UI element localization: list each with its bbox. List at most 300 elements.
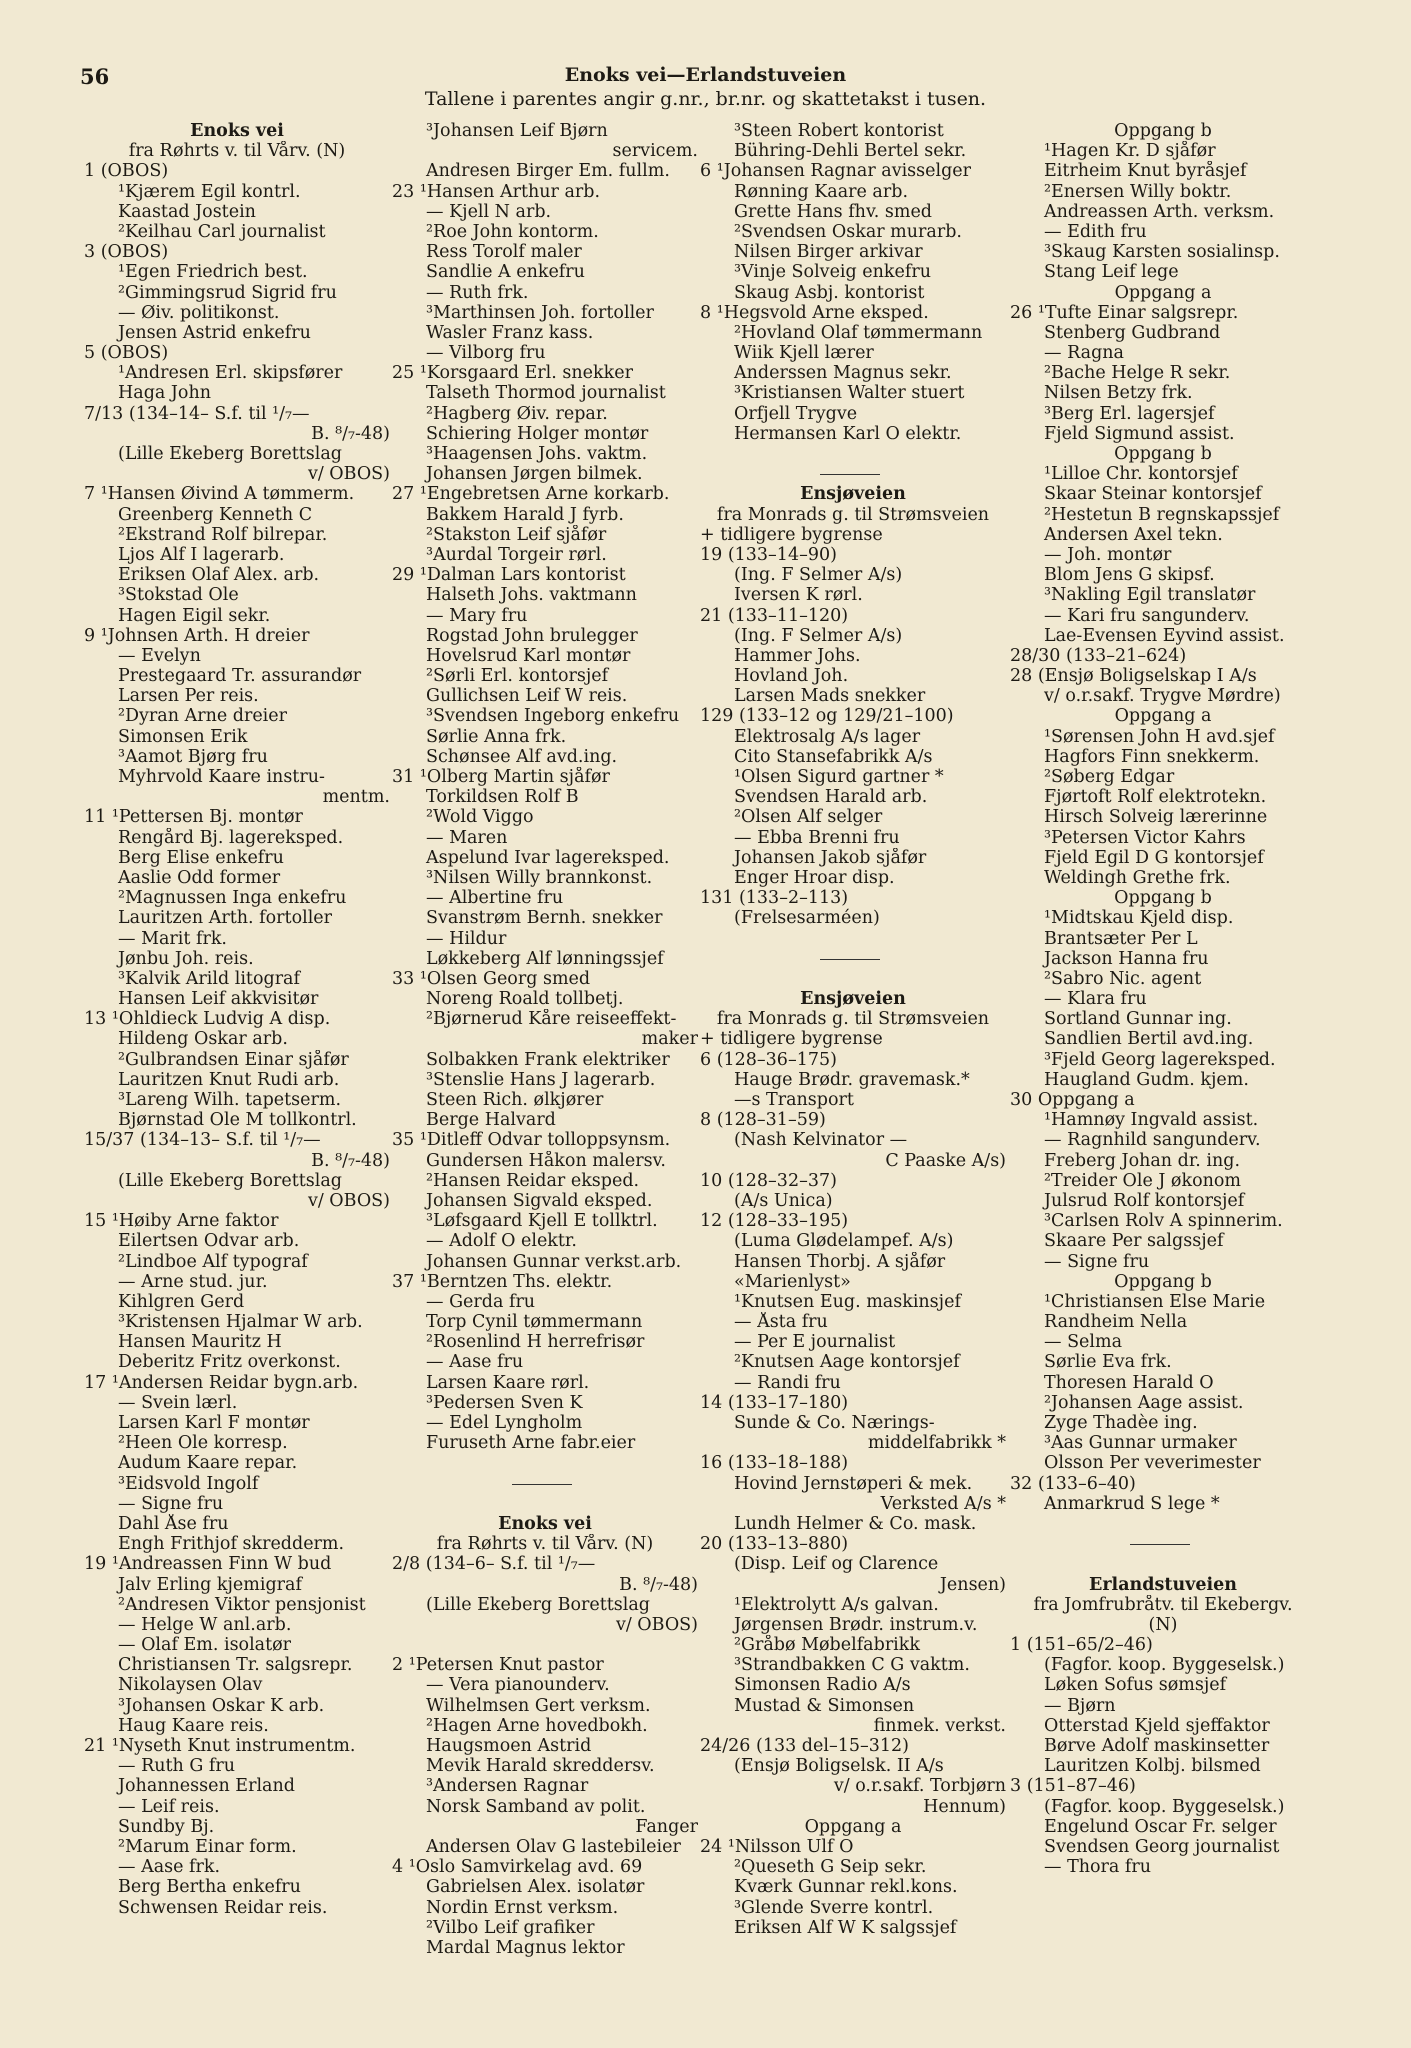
directory-entry: fra Røhrts v. til Vårv. (N) xyxy=(436,1534,654,1555)
directory-entry: 4 ¹Oslo Samvirkelag avd. 69 xyxy=(392,1857,643,1878)
directory-entry: 19 ¹Andreassen Finn W bud xyxy=(84,1554,332,1575)
directory-entry: ³Stenslie Hans J lagerarb. xyxy=(426,1069,656,1090)
directory-entry: Zyge Thadèe ing. xyxy=(1044,1413,1198,1433)
section-title: Enoks vei xyxy=(190,121,284,141)
directory-entry: Schwensen Reidar reis. xyxy=(118,1897,328,1918)
directory-entry: — Leif reis. xyxy=(118,1796,220,1817)
directory-entry: Løkkeberg Alf lønningssjef xyxy=(426,948,664,969)
directory-entry: Norsk Samband av polit. xyxy=(426,1796,646,1817)
directory-entry: — Albertine fru xyxy=(426,888,564,909)
directory-entry: ³Svendsen Ingeborg enkefru xyxy=(426,706,680,727)
directory-entry: Torp Cynil tømmermann xyxy=(426,1312,643,1333)
directory-entry: Wasler Franz kass. xyxy=(426,322,594,343)
directory-entry: Eriksen Olaf Alex. arb. xyxy=(118,565,320,586)
directory-entry: Enger Hroar disp. xyxy=(734,867,895,888)
directory-entry: 28 (Ensjø Boligselskap I A/s xyxy=(1010,666,1257,687)
directory-entry: Julsrud Rolf kontorsjef xyxy=(1044,1190,1245,1211)
directory-entry: 131 (133–2–113) xyxy=(700,888,849,909)
directory-entry: Sundby Bj. xyxy=(118,1816,215,1837)
spacer xyxy=(1010,1514,1316,1534)
directory-entry: — Ruth frk. xyxy=(426,282,529,303)
directory-entry: 26 ¹Tufte Einar salgsrepr. xyxy=(1010,302,1239,323)
directory-entry: Nikolaysen Olav xyxy=(118,1675,263,1696)
directory-entry: (Fagfor. koop. Byggeselsk.) xyxy=(1044,1796,1285,1817)
directory-entry: — Aase fru xyxy=(426,1352,524,1373)
section-title: Ensjøveien xyxy=(800,989,906,1010)
directory-entry: ²Magnussen Inga enkefru xyxy=(118,888,347,909)
directory-entry: Talseth Thormod journalist xyxy=(426,383,666,404)
directory-entry: Johannessen Erland xyxy=(118,1776,295,1797)
directory-entry: — Thora fru xyxy=(1044,1857,1152,1878)
directory-entry: 1 (151–65/2–46) xyxy=(1010,1635,1153,1656)
directory-entry: ³Johansen Oskar K arb. xyxy=(118,1695,325,1716)
directory-entry: Anmarkrud S lege * xyxy=(1044,1493,1220,1514)
directory-entry: 37 ¹Berntzen Ths. elektr. xyxy=(392,1271,613,1292)
directory-entry: ³Aurdal Torgeir rørl. xyxy=(426,544,607,565)
directory-entry: Hauge Brødr. gravemask.* xyxy=(734,1069,970,1090)
directory-entry: Weldingh Grethe frk. xyxy=(1044,867,1231,888)
directory-entry: Kværk Gunnar rekl.kons. xyxy=(734,1877,958,1898)
directory-entry: 5 (OBOS) xyxy=(84,343,169,364)
directory-entry: 3 (OBOS) xyxy=(84,242,169,263)
directory-entry: Sandlie A enkefru xyxy=(426,262,585,283)
directory-entry: Bjørnstad Ole M tollkontrl. xyxy=(118,1110,357,1131)
directory-entry: v/ OBOS) xyxy=(615,1614,698,1635)
directory-entry: Haugsmoen Astrid xyxy=(426,1736,592,1756)
directory-entry: Dahl Åse fru xyxy=(118,1513,229,1534)
spacer xyxy=(392,1453,698,1473)
directory-entry: Hagfors Finn snekkerm. xyxy=(1044,746,1260,767)
directory-entry: Larsen Mads snekker xyxy=(734,686,926,707)
directory-entry: Oppgang a xyxy=(1114,282,1212,303)
directory-entry: v/ OBOS) xyxy=(307,1190,390,1211)
directory-entry: 13 ¹Ohldieck Ludvig A disp. xyxy=(84,1009,331,1030)
directory-entry: ³Nilsen Willy brannkonst. xyxy=(426,867,653,888)
directory-entry: Oppgang a xyxy=(804,1816,902,1837)
directory-entry: 9 ¹Johnsen Arth. H dreier xyxy=(84,625,310,646)
directory-entry: 8 ¹Hegsvold Arne eksped. xyxy=(700,302,929,323)
directory-entry: — Aase frk. xyxy=(118,1857,221,1878)
directory-entry: fra Monrads g. til Strømsveien xyxy=(716,1009,990,1030)
directory-entry: Hansen Thorbj. A sjåfør xyxy=(734,1251,946,1272)
directory-entry: 3 (151–87–46) xyxy=(1010,1776,1136,1797)
section-divider xyxy=(392,1474,698,1494)
directory-entry: + tidligere bygrense xyxy=(700,524,883,545)
directory-entry: (Frelsesarméen) xyxy=(734,908,880,929)
directory-entry: ²Gimmingsrud Sigrid fru xyxy=(118,282,337,303)
directory-entry: Stang Leif lege xyxy=(1044,262,1179,283)
directory-entry: 2 ¹Petersen Knut pastor xyxy=(392,1655,604,1676)
directory-entry: Mustad & Simonsen xyxy=(734,1695,915,1716)
directory-entry: v/ OBOS) xyxy=(307,464,390,485)
directory-entry: — Klara fru xyxy=(1044,989,1147,1010)
directory-entry: — Åsta fru xyxy=(734,1312,828,1333)
directory-entry: Eilertsen Odvar arb. xyxy=(118,1231,300,1252)
directory-entry: Jensen) xyxy=(939,1574,1006,1595)
directory-entry: 28/30 (133–21–624) xyxy=(1010,645,1187,666)
directory-entry: ¹Hamnøy Ingvald assist. xyxy=(1044,1110,1259,1131)
directory-entry: ¹Olsen Sigurd gartner * xyxy=(734,767,944,787)
directory-entry: Nilsen Birger arkivar xyxy=(734,242,923,263)
directory-entry: Sunde & Co. Nærings- xyxy=(734,1413,935,1433)
directory-entry: Johansen Jakob sjåfør xyxy=(734,847,927,868)
directory-entry: ²Marum Einar form. xyxy=(118,1836,297,1857)
directory-entry: Freberg Johan dr. ing. xyxy=(1044,1150,1241,1171)
directory-entry: 2/8 (134–6– S.f. til ¹/₇— xyxy=(392,1554,596,1575)
directory-entry: v/ o.r.sakf. Torbjørn xyxy=(833,1776,1006,1797)
directory-entry: Jalv Erling kjemigraf xyxy=(118,1574,302,1595)
directory-entry: 17 ¹Andersen Reidar bygn.arb. xyxy=(84,1372,359,1393)
directory-entry: Kihlgren Gerd xyxy=(118,1291,245,1312)
directory-entry: ³Petersen Victor Kahrs xyxy=(1044,827,1246,848)
directory-entry: — Adolf O elektr. xyxy=(426,1231,577,1252)
directory-entry: Andreassen Arth. verksm. xyxy=(1044,201,1275,222)
directory-entry: 21 ¹Nyseth Knut instrumentm. xyxy=(84,1736,356,1756)
directory-entry: Hovind Jernstøperi & mek. xyxy=(734,1473,973,1494)
directory-entry: 12 (128–33–195) xyxy=(700,1211,849,1232)
directory-entry: Lauritzen Kolbj. bilsmed xyxy=(1044,1756,1261,1777)
directory-entry: Halseth Johs. vaktmann xyxy=(426,585,637,606)
directory-entry: ¹Knutsen Eug. maskinsjef xyxy=(734,1291,961,1312)
directory-entry: ²Lindboe Alf typograf xyxy=(118,1251,308,1272)
directory-entry: + tidligere bygrense xyxy=(700,1029,883,1050)
directory-entry: ³Fjeld Georg lagereksped. xyxy=(1044,1049,1276,1070)
directory-entry: — Mary fru xyxy=(426,605,528,626)
directory-entry: — Ruth G fru xyxy=(118,1756,236,1777)
directory-entry: ²Andresen Viktor pensjonist xyxy=(118,1594,366,1615)
directory-entry: fra Jomfrubråtv. til Ekebergv. xyxy=(1033,1594,1293,1615)
directory-entry: Andersen Olav G lastebileier xyxy=(426,1836,681,1857)
directory-entry: Hermansen Karl O elektr. xyxy=(734,423,962,444)
directory-entry: Blom Jens G skipsf. xyxy=(1044,565,1215,586)
directory-entry: 25 ¹Korsgaard Erl. snekker xyxy=(392,363,633,384)
directory-entry: Hildeng Oskar arb. xyxy=(118,1029,288,1050)
directory-entry: (Ing. F Selmer A/s) xyxy=(734,565,903,586)
directory-entry: ³Stokstad Ole xyxy=(118,585,239,606)
spacer xyxy=(700,969,1006,989)
directory-entry: (Lille Ekeberg Borettslag xyxy=(426,1594,650,1615)
directory-entry: Skaare Per salgssjef xyxy=(1044,1231,1224,1252)
directory-entry: — Bjørn xyxy=(1044,1695,1116,1716)
directory-entry: 23 ¹Hansen Arthur arb. xyxy=(392,181,601,202)
directory-entry: ³Aamot Bjørg fru xyxy=(118,746,268,767)
directory-entry: Bakkem Harald J fyrb. xyxy=(426,504,624,525)
directory-entry: ¹Sørensen John H avd.sjef xyxy=(1044,726,1275,747)
directory-entry: Hansen Leif akkvisitør xyxy=(118,989,319,1010)
directory-entry: Orfjell Trygve xyxy=(734,403,858,424)
directory-entry: ²Stakston Leif sjåfør xyxy=(426,524,607,545)
page-number: 56 xyxy=(80,64,110,89)
directory-entry: ²Svendsen Oskar murarb. xyxy=(734,221,962,242)
directory-entry: 30 Oppgang a xyxy=(1010,1090,1135,1110)
directory-entry: ³Marthinsen Joh. fortoller xyxy=(426,302,654,323)
directory-entry: (Fagfor. koop. Byggeselsk.) xyxy=(1044,1655,1285,1676)
directory-entry: Myhrvold Kaare instru- xyxy=(118,767,325,787)
directory-entry: Olsson Per veverimester xyxy=(1044,1453,1261,1474)
directory-entry: Berg Elise enkefru xyxy=(118,847,284,868)
directory-entry: Hammer Johs. xyxy=(734,645,861,666)
directory-entry: 16 (133–18–188) xyxy=(700,1453,849,1474)
directory-entry: Mardal Magnus lektor xyxy=(426,1937,625,1958)
directory-entry: ²Bache Helge R sekr. xyxy=(1044,363,1231,384)
directory-entry: ³Nakling Egil translatør xyxy=(1044,585,1256,606)
directory-entry: finmek. verkst. xyxy=(873,1715,1006,1736)
directory-entry: Hirsch Solveig lærerinne xyxy=(1044,807,1268,828)
directory-entry: maker xyxy=(641,1029,698,1050)
directory-entry: ²Hovland Olaf tømmermann xyxy=(734,322,983,343)
directory-entry: ¹Midtskau Kjeld disp. xyxy=(1044,908,1234,929)
directory-entry: ²Hagberg Øiv. repar. xyxy=(426,403,608,424)
directory-entry: (Ing. F Selmer A/s) xyxy=(734,625,903,646)
directory-entry: Lundh Helmer & Co. mask. xyxy=(734,1513,977,1534)
directory-entry: (Lille Ekeberg Borettslag xyxy=(118,1170,342,1191)
column-3 xyxy=(700,121,1006,1938)
directory-entry: Schiering Holger montør xyxy=(426,423,649,444)
directory-entry: 129 (133–12 og 129/21–100) xyxy=(700,706,954,727)
spacer xyxy=(1010,1554,1316,1574)
directory-entry: Cito Stansefabrikk A/s xyxy=(734,746,933,767)
directory-entry: Andresen Birger Em. fullm. xyxy=(426,161,670,182)
directory-entry: ²Roe John kontorm. xyxy=(426,221,599,242)
column-1 xyxy=(84,121,390,1918)
directory-entry: (N) xyxy=(1148,1614,1178,1635)
directory-entry: (Ensjø Boligselsk. II A/s xyxy=(734,1756,944,1777)
directory-entry: ²Johansen Aage assist. xyxy=(1044,1392,1244,1413)
directory-entry: ³Pedersen Sven K xyxy=(426,1392,583,1413)
directory-entry: Løken Sofus sømsjef xyxy=(1044,1675,1227,1696)
directory-entry: ³Glende Sverre kontrl. xyxy=(734,1897,934,1918)
directory-entry: — Kari fru sangunderv. xyxy=(1044,605,1250,626)
directory-entry: Oppgang b xyxy=(1114,121,1212,141)
directory-entry: Ljos Alf I lagerarb. xyxy=(118,544,285,565)
directory-entry: ²Hagen Arne hovedbokh. xyxy=(426,1715,648,1736)
directory-entry: Grette Hans fhv. smed xyxy=(734,201,933,222)
directory-entry: ²Enersen Willy boktr. xyxy=(1044,181,1232,202)
directory-entry: Sørlie Anna frk. xyxy=(426,726,567,747)
directory-entry: Verksted A/s * xyxy=(880,1493,1006,1514)
directory-entry: Jørgensen Brødr. instrum.v. xyxy=(734,1614,978,1635)
directory-entry: Eitrheim Knut byråsjef xyxy=(1044,161,1247,182)
directory-entry: — Maren xyxy=(426,827,508,848)
directory-entry: — Helge W anl.arb. xyxy=(118,1614,292,1635)
directory-entry: ²Olsen Alf selger xyxy=(734,807,883,828)
directory-entry: — Edel Lyngholm xyxy=(426,1413,583,1433)
directory-entry: B. ⁸/₇-48) xyxy=(619,1574,698,1595)
directory-entry: Engelund Oscar Fr. selger xyxy=(1044,1816,1277,1837)
spacer xyxy=(392,1494,698,1514)
directory-entry: (Disp. Leif og Clarence xyxy=(734,1554,939,1575)
directory-entry: 27 ¹Engebretsen Arne korkarb. xyxy=(392,484,670,505)
directory-entry: Fjeld Sigmund assist. xyxy=(1044,423,1235,444)
directory-entry: — Randi fru xyxy=(734,1372,841,1393)
directory-entry: — Kjell N arb. xyxy=(426,201,552,222)
directory-entry: 29 ¹Dalman Lars kontorist xyxy=(392,565,626,586)
directory-entry: Steen Rich. ølkjører xyxy=(426,1090,604,1110)
directory-entry: Kaastad Jostein xyxy=(118,201,256,222)
directory-entry: Eriksen Alf W K salgssjef xyxy=(734,1917,957,1938)
directory-entry: Otterstad Kjeld sjeffaktor xyxy=(1044,1715,1270,1736)
directory-entry: Nilsen Betzy frk. xyxy=(1044,383,1193,404)
directory-entry: Fjeld Egil D G kontorsjef xyxy=(1044,847,1264,868)
section-title: Ensjøveien xyxy=(800,484,906,505)
directory-entry: ²Treider Ole J økonom xyxy=(1044,1170,1242,1191)
directory-entry: ³Aas Gunnar urmaker xyxy=(1044,1433,1237,1454)
directory-entry: ²Knutsen Aage kontorsjef xyxy=(734,1352,960,1373)
directory-entry: Larsen Karl F montør xyxy=(118,1413,310,1433)
directory-entry: 10 (128–32–37) xyxy=(700,1170,837,1191)
directory-entry: Haga John xyxy=(118,383,211,404)
directory-entry: ²Gråbø Møbelfabrikk xyxy=(734,1635,920,1656)
spacer xyxy=(700,444,1006,464)
directory-entry: 6 ¹Johansen Ragnar avisselger xyxy=(700,161,972,182)
directory-entry: «Marienlyst» xyxy=(734,1271,851,1292)
directory-entry: ³Kalvik Arild litograf xyxy=(118,968,300,989)
directory-entry: 19 (133–14–90) xyxy=(700,544,837,565)
directory-entry: Noreng Roald tollbetj. xyxy=(426,989,624,1010)
directory-entry: servicem. xyxy=(612,141,698,162)
directory-entry: — Øiv. politikonst. xyxy=(118,302,280,323)
directory-entry: Sørlie Eva frk. xyxy=(1044,1352,1172,1373)
directory-entry: — Ragna xyxy=(1044,343,1124,364)
directory-entry: ²Wold Viggo xyxy=(426,807,534,828)
directory-entry: v/ o.r.sakf. Trygve Mørdre) xyxy=(1044,686,1281,707)
directory-entry: — Ragnhild sangunderv. xyxy=(1044,1130,1261,1151)
directory-entry: ¹Egen Friedrich best. xyxy=(118,262,308,283)
directory-entry: — Arne stud. jur. xyxy=(118,1271,268,1292)
directory-entry: ³Carlsen Rolv A spinnerim. xyxy=(1044,1211,1283,1232)
directory-entry: Gabrielsen Alex. isolatør xyxy=(426,1877,645,1898)
directory-entry: ¹Andresen Erl. skipsfører xyxy=(118,363,343,384)
directory-entry: 15/37 (134–13– S.f. til ¹/₇— xyxy=(84,1130,321,1151)
column-2 xyxy=(392,121,698,1958)
directory-entry: ³Eidsvold Ingolf xyxy=(118,1473,259,1494)
directory-entry: Skaar Steinar kontorsjef xyxy=(1044,484,1262,505)
directory-entry: Oppgang b xyxy=(1114,444,1212,464)
directory-entry: Solbakken Frank elektriker xyxy=(426,1049,670,1070)
directory-entry: ³Berg Erl. lagersjef xyxy=(1044,403,1215,424)
directory-entry: Torkildsen Rolf B xyxy=(426,787,579,808)
directory-entry: mentm. xyxy=(322,787,390,808)
section-divider xyxy=(700,464,1006,484)
directory-entry: — Signe fru xyxy=(118,1493,224,1514)
directory-entry: 35 ¹Ditleff Odvar tolloppsynsm. xyxy=(392,1130,671,1151)
directory-entry: Brantsæter Per L xyxy=(1044,928,1198,949)
directory-entry: ²Sabro Nic. agent xyxy=(1044,968,1202,989)
directory-entry: ³Steen Robert kontorist xyxy=(734,121,944,141)
directory-entry: Larsen Kaare rørl. xyxy=(426,1372,590,1393)
directory-entry: ²Ekstrand Rolf bilrepar. xyxy=(118,524,328,545)
page-title: Enoks vei—Erlandstuveien xyxy=(564,64,847,86)
directory-entry: Skaug Asbj. kontorist xyxy=(734,282,925,303)
directory-entry: 32 (133–6–40) xyxy=(1010,1473,1136,1494)
directory-entry: Hennum) xyxy=(923,1796,1006,1817)
directory-entry: Johansen Sigvald eksped. xyxy=(426,1190,653,1211)
section-title: Erlandstuveien xyxy=(1089,1574,1237,1595)
directory-entry: ²Rosenlind H herrefrisør xyxy=(426,1332,645,1353)
directory-entry: Wiik Kjell lærer xyxy=(734,343,874,364)
directory-entry: Prestegaard Tr. assurandør xyxy=(118,666,362,687)
directory-entry: ²Queseth G Seip sekr. xyxy=(734,1857,927,1878)
directory-entry: B. ⁸/₇-48) xyxy=(311,423,390,444)
directory-entry: — Marit frk. xyxy=(118,928,227,949)
directory-entry: ²Keilhau Carl journalist xyxy=(118,221,326,242)
directory-entry: Bühring-Dehli Bertel sekr. xyxy=(734,141,967,162)
directory-entry: — Vilborg fru xyxy=(426,343,546,364)
directory-entry: Gundersen Håkon malersv. xyxy=(426,1150,666,1171)
directory-entry: —s Transport xyxy=(734,1090,854,1110)
directory-entry: — Olaf Em. isolatør xyxy=(118,1635,292,1656)
directory-entry: ²Vilbo Leif grafiker xyxy=(426,1917,595,1938)
directory-entry: Fanger xyxy=(635,1816,698,1837)
directory-entry: Berge Halvard xyxy=(426,1110,556,1131)
directory-entry: 21 (133–11–120) xyxy=(700,605,849,626)
directory-entry: ³Skaug Karsten sosialinsp. xyxy=(1044,242,1280,263)
directory-entry: Oppgang a xyxy=(1114,706,1212,727)
directory-entry: Haugland Gudm. kjem. xyxy=(1044,1069,1249,1090)
directory-entry: Børve Adolf maskinsetter xyxy=(1044,1736,1270,1756)
spacer xyxy=(700,929,1006,949)
directory-entry: ¹Lilloe Chr. kontorsjef xyxy=(1044,464,1238,485)
page-subtitle: Tallene i parentes angir g.nr., br.nr. og skattetakst i tusen. xyxy=(424,88,987,110)
directory-entry: Iversen K rørl. xyxy=(734,585,863,606)
directory-entry: Deberitz Fritz overkonst. xyxy=(118,1352,341,1373)
directory-entry: Jensen Astrid enkefru xyxy=(118,322,311,343)
directory-entry: Christiansen Tr. salgsrepr. xyxy=(118,1655,353,1676)
directory-entry: Haug Kaare reis. xyxy=(118,1715,269,1736)
directory-entry: Rogstad John brulegger xyxy=(426,625,638,646)
directory-entry: Jønbu Joh. reis. xyxy=(118,948,254,969)
directory-entry: Furuseth Arne fabr.eier xyxy=(426,1433,636,1454)
directory-entry: Lae-Evensen Eyvind assist. xyxy=(1044,625,1285,646)
directory-entry: 7/13 (134–14– S.f. til ¹/₇— xyxy=(84,403,310,424)
directory-entry: Thoresen Harald O xyxy=(1044,1372,1214,1393)
directory-entry: Ress Torolf maler xyxy=(426,242,582,263)
directory-entry: ³Kristiansen Walter stuert xyxy=(734,383,965,404)
column-4 xyxy=(1010,121,1316,1877)
directory-entry: Sortland Gunnar ing. xyxy=(1044,1009,1232,1030)
directory-entry: — Joh. montør xyxy=(1044,544,1172,565)
directory-entry: Lauritzen Knut Rudi arb. xyxy=(118,1069,340,1090)
directory-entry: (Luma Glødelampef. A/s) xyxy=(734,1231,954,1252)
directory-entry: Rønning Kaare arb. xyxy=(734,181,909,202)
directory-entry: ¹Kjærem Egil kontrl. xyxy=(118,181,301,202)
section-divider xyxy=(1010,1534,1316,1554)
directory-entry: fra Monrads g. til Strømsveien xyxy=(716,504,990,525)
directory-entry: Simonsen Erik xyxy=(118,726,248,747)
directory-entry: Svendsen Harald arb. xyxy=(734,787,928,808)
directory-entry: Hansen Mauritz H xyxy=(118,1332,282,1353)
spacer xyxy=(392,1635,698,1655)
directory-entry: Engh Frithjof skredderm. xyxy=(118,1534,345,1555)
directory-entry: Larsen Per reis. xyxy=(118,686,259,707)
directory-entry: Rengård Bj. lagereksped. xyxy=(118,827,344,848)
directory-entry: Sandlien Bertil avd.ing. xyxy=(1044,1029,1254,1050)
directory-entry: Hovelsrud Karl montør xyxy=(426,645,631,666)
directory-entry: ¹Hagen Kr. D sjåfør xyxy=(1044,141,1216,162)
directory-entry: — Vera pianounderv. xyxy=(426,1675,610,1696)
directory-entry: ³Vinje Solveig enkefru xyxy=(734,262,931,283)
directory-entry: (Lille Ekeberg Borettslag xyxy=(118,444,342,464)
directory-entry: ¹Elektrolytt A/s galvan. xyxy=(734,1594,939,1615)
directory-entry: 8 (128–31–59) xyxy=(700,1110,826,1131)
directory-entry: Gullichsen Leif W reis. xyxy=(426,686,628,707)
directory-entry: Simonsen Radio A/s xyxy=(734,1675,911,1696)
section-divider xyxy=(700,949,1006,969)
directory-entry: ³Strandbakken C G vaktm. xyxy=(734,1655,970,1676)
directory-entry: ²Heen Ole korresp. xyxy=(118,1433,288,1454)
directory-entry: — Gerda fru xyxy=(426,1291,536,1312)
directory-entry: ³Lareng Wilh. tapetserm. xyxy=(118,1090,342,1110)
